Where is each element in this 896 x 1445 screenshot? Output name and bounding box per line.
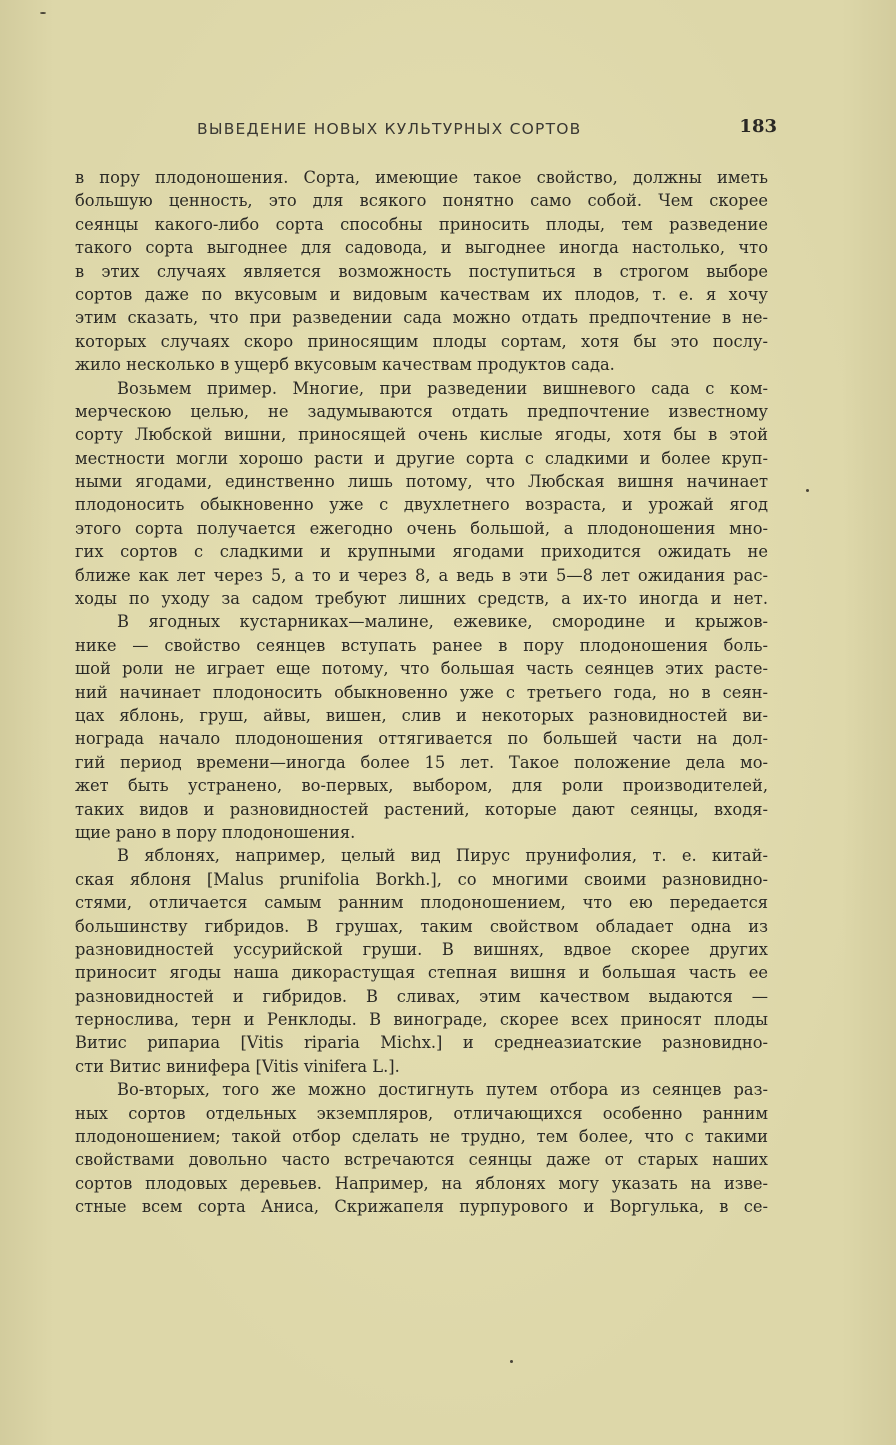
- paragraph-start-line: Возьмем пример. Многие, при разведении вишневого сада с ком-: [117, 378, 768, 398]
- text-line: ходы по уходу за садом требуют лишних средств, а их-то иногда и нет.: [75, 589, 768, 609]
- text-line: жет быть устранено, во-первых, выбором, для роли производителей,: [75, 776, 768, 796]
- text-line: сортов даже по вкусовым и видовым качествам их плодов, т. е. я хочу: [75, 284, 768, 304]
- text-line: этим сказать, что при разведении сада можно отдать предпочтение в не-: [75, 308, 768, 328]
- text-line: разновидностей и гибридов. В сливах, этим качеством выдаются —: [75, 986, 768, 1006]
- text-line: таких видов и разновидностей растений, которые дают сеянцы, входя-: [75, 799, 768, 819]
- text-line: стные всем сорта Аниса, Скрижапеля пурпурового и Воргулька, в се-: [75, 1197, 768, 1217]
- text-line: такого сорта выгоднее для садовода, и выгоднее иногда настолько, что: [75, 238, 768, 258]
- text-line: в пору плодоношения. Сорта, имеющие такое свойство, должны иметь: [75, 168, 768, 187]
- body-text: [75, 166, 768, 1219]
- page-number: 183: [739, 116, 777, 137]
- text-line: жило несколько в ущерб вкусовым качествам продуктов сада.: [75, 355, 615, 375]
- text-line: сортов плодовых деревьев. Например, на яблонях могу указать на изве-: [75, 1173, 768, 1193]
- text-line: большую ценность, это для всякого понятно само собой. Чем скорее: [75, 191, 768, 211]
- text-line: шой роли не играет еще потому, что большая часть сеянцев этих расте-: [75, 659, 768, 679]
- paragraph-start-line: Во-вторых, того же можно достигнуть путем отбора из сеянцев раз-: [117, 1080, 768, 1100]
- text-line: щие рано в пору плодоношения.: [75, 822, 356, 842]
- text-line: Витис рипариа [Vitis riparia Michx.] и среднеазиатские разновидно-: [75, 1033, 768, 1053]
- ink-speck: [806, 489, 809, 492]
- text-line: разновидностей уссурийской груши. В вишнях, вдвое скорее других: [75, 939, 768, 959]
- text-line: цах яблонь, груш, айвы, вишен, слив и некоторых разновидностей ви-: [75, 705, 768, 725]
- text-line: ближе как лет через 5, а то и через 8, а ведь в эти 5—8 лет ожидания рас-: [75, 565, 768, 585]
- paragraph-start-line: В ягодных кустарниках—малине, ежевике, смородине и крыжов-: [117, 612, 768, 632]
- text-line: ская яблоня [Malus prunifolia Borkh.], со многими своими разновидно-: [75, 869, 768, 889]
- text-line: в этих случаях является возможность поступиться в строгом выборе: [75, 261, 768, 281]
- text-line: стями, отличается самым ранним плодоношением, что ею передается: [75, 893, 768, 913]
- page-header: [75, 116, 777, 148]
- text-line: сеянцы какого-либо сорта способны приносить плоды, тем разведение: [75, 214, 768, 234]
- text-line: приносит ягоды наша дикорастущая степная вишня и большая часть ее: [75, 963, 768, 983]
- text-line: местности могли хорошо расти и другие сорта с сладкими и более круп-: [75, 448, 768, 468]
- text-line: нике — свойство сеянцев вступать ранее в пору плодоношения боль-: [75, 635, 768, 655]
- text-line: гих сортов с сладкими и крупными ягодами приходится ожидать не: [75, 542, 768, 562]
- paragraph-start-line: В яблонях, например, целый вид Пирус прунифолия, т. е. китай-: [117, 846, 768, 866]
- text-line: тернослива, терн и Ренклоды. В винограде, скорее всех приносят плоды: [75, 1010, 768, 1030]
- text-line: свойствами довольно часто встречаются сеянцы даже от старых наших: [75, 1150, 768, 1170]
- ink-speck: [40, 12, 46, 14]
- text-line: мерческою целью, не задумываются отдать предпочтение известному: [75, 401, 768, 421]
- text-line: гий период времени—иногда более 15 лет. Такое положение дела мо-: [75, 752, 768, 772]
- text-line: этого сорта получается ежегодно очень большой, а плодоношения мно-: [75, 518, 768, 538]
- text-line: ний начинает плодоносить обыкновенно уже с третьего года, но в сеян-: [75, 682, 768, 702]
- text-line: нограда начало плодоношения оттягивается по большей части на дол-: [75, 729, 768, 749]
- text-line: плодоносить обыкновенно уже с двухлетнего возраста, и урожай ягод: [75, 495, 768, 515]
- text-line: ных сортов отдельных экземпляров, отличающихся особенно ранним: [75, 1103, 768, 1123]
- ink-speck: [510, 1360, 513, 1363]
- text-line: плодоношением; такой отбор сделать не трудно, тем более, что с такими: [75, 1127, 768, 1147]
- running-title: ВЫВЕДЕНИЕ НОВЫХ КУЛЬТУРНЫХ СОРТОВ: [197, 120, 582, 138]
- text-line: сорту Любской вишни, приносящей очень кислые ягоды, хотя бы в этой: [75, 425, 768, 445]
- text-line: большинству гибридов. В грушах, таким свойством обладает одна из: [75, 916, 768, 936]
- text-line: которых случаях скоро приносящим плоды сортам, хотя бы это послу-: [75, 331, 768, 351]
- text-line: ными ягодами, единственно лишь потому, что Любская вишня начинает: [75, 472, 768, 492]
- text-line: сти Витис винифера [Vitis vinifera L.].: [75, 1056, 400, 1076]
